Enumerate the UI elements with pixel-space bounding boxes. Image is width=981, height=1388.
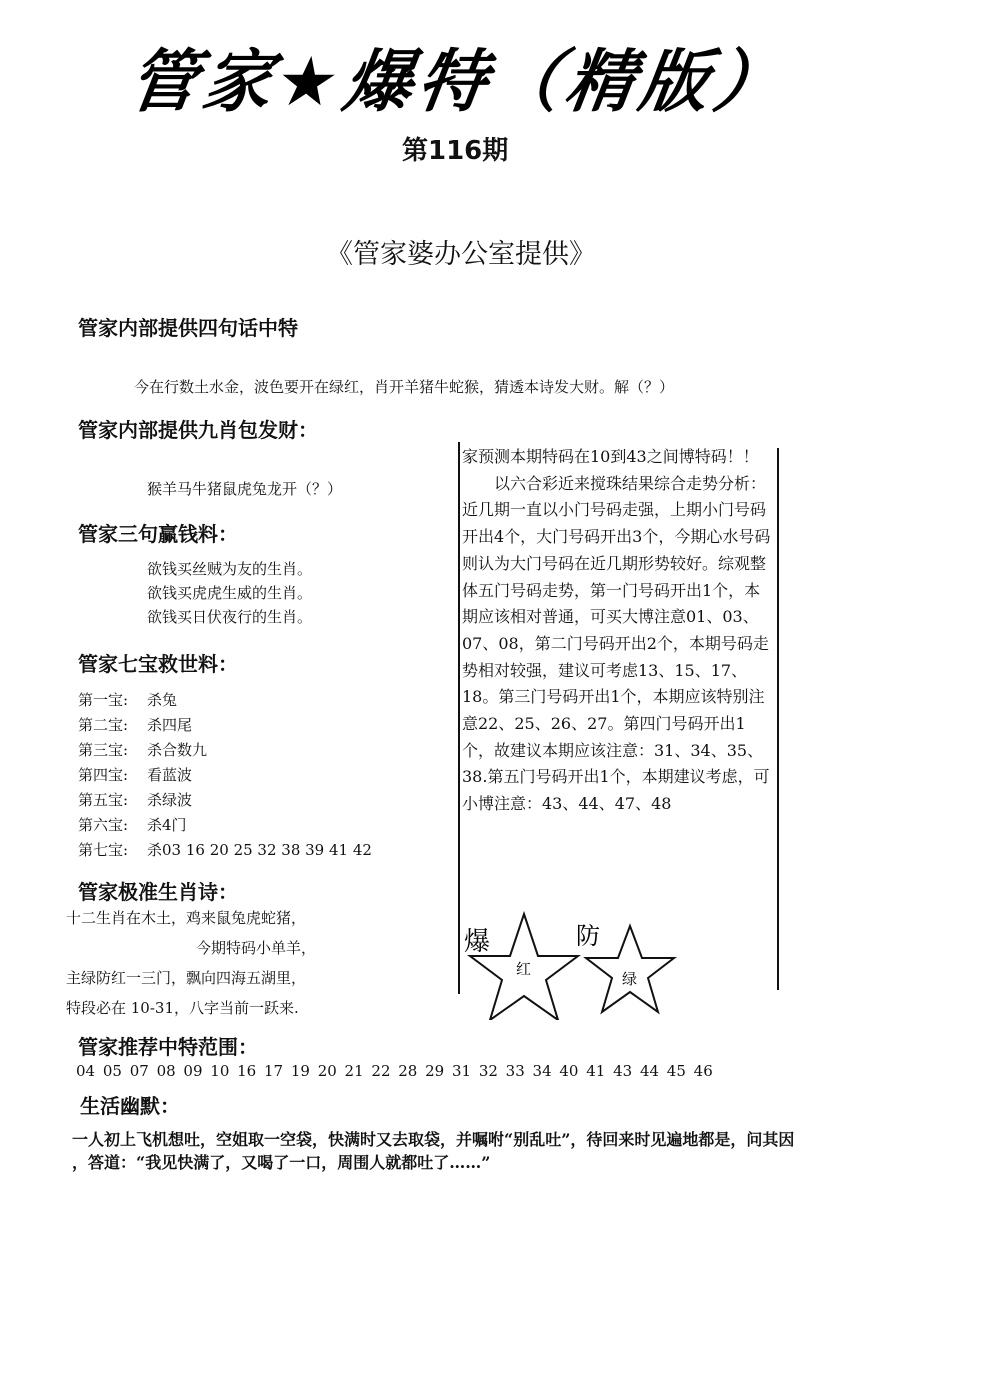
treasure-label: 第五宝: (78, 791, 129, 809)
analysis-paragraph: 以六合彩近来搅珠结果综合走势分析：近几期一直以小门号码走强，上期小门号码开出4个，大门号码开出3个，今期心水号码则认为大门号码在近几期形势较好。综观整体五门号码走势，第一门号码开出1个，本期应该相对普通，可买大博注意01、03、07、08，第二门号码开出2个，本期号码走势相对较强，建议可考虑13、15、17、18。第三门号码开出1个，本期应该特别注意22、25、26、27。第四门号码开出1个，故建议本期应该注意：31、34、35、38.第五门号码开出1个，本期建议考虑，可小博注意：43、44、47、48 (462, 473, 771, 814)
three-lines-heading: 管家三句赢钱料： (78, 522, 238, 546)
four-lines-heading: 管家内部提供四句话中特 (78, 316, 298, 340)
nine-zodiac-heading: 管家内部提供九肖包发财： (78, 418, 318, 442)
analysis-column (462, 444, 772, 818)
column-divider-right (777, 448, 779, 990)
poem-line: 主绿防红一三门，飘向四海五湖里， (66, 969, 307, 987)
page-title: 管家★爆特（精版） (123, 43, 794, 122)
stars-graphic (460, 908, 680, 1020)
range-heading: 管家推荐中特范围： (78, 1035, 258, 1059)
nine-zodiac-text: 猴羊马牛猪鼠虎兔龙开（？） (147, 480, 343, 498)
star-caption: 爆 (464, 927, 491, 957)
issue-number: 第116期 (402, 136, 509, 166)
four-lines-text: 今在行数土水金，波色要开在绿红，肖开羊猪牛蛇猴，猜透本诗发大财。解（？） (134, 378, 675, 396)
three-lines-item: 欲钱买虎虎生威的生肖。 (147, 584, 313, 602)
treasure-value: 杀兔 (147, 691, 178, 709)
analysis-paragraph: 家预测本期特码在10到43之间博特码！！ (462, 447, 759, 466)
treasure-value: 杀4门 (147, 816, 187, 834)
treasure-value: 杀合数九 (147, 741, 208, 759)
treasure-label: 第三宝: (78, 741, 129, 759)
three-lines-item: 欲钱买日伏夜行的生肖。 (147, 608, 313, 626)
poem-line: 今期特码小单羊， (196, 939, 317, 957)
treasure-label: 第七宝: (78, 841, 129, 859)
treasure-label: 第一宝: (78, 691, 129, 709)
humor-text: 一人初上飞机想吐，空姐取一空袋，快满时又去取袋，并嘱咐“别乱吐”，待回来时见遍地都是，问其因 (72, 1130, 795, 1149)
poem-heading: 管家极准生肖诗： (78, 880, 238, 904)
treasure-value: 杀绿波 (147, 791, 193, 809)
treasure-label: 第四宝: (78, 766, 129, 784)
treasure-label: 第六宝: (78, 816, 129, 834)
star-inner-label: 红 (516, 960, 532, 978)
treasure-value: 杀四尾 (147, 716, 193, 734)
seven-treasures-heading: 管家七宝救世料： (78, 652, 238, 676)
treasure-label: 第二宝: (78, 716, 129, 734)
three-lines-item: 欲钱买丝贼为友的生肖。 (147, 560, 313, 578)
treasure-value: 看蓝波 (147, 766, 193, 784)
star-inner-label: 绿 (622, 970, 638, 988)
star-caption: 防 (576, 922, 600, 950)
humor-text: ，答道：“我见快满了，又喝了一口，周围人就都吐了……” (72, 1153, 491, 1172)
treasure-value: 杀03 16 20 25 32 38 39 41 42 (147, 841, 372, 859)
range-numbers: 04 05 07 08 09 10 16 17 19 20 21 22 28 29 31 32 33 34 40 41 43 44 45 46 (76, 1062, 713, 1080)
poem-line: 十二生肖在木土，鸡来鼠兔虎蛇猪， (66, 909, 307, 927)
poem-line: 特段必在 10-31，八字当前一跃来. (66, 999, 299, 1017)
provider-line: 《管家婆办公室提供》 (326, 239, 596, 270)
humor-heading: 生活幽默： (80, 1094, 180, 1118)
